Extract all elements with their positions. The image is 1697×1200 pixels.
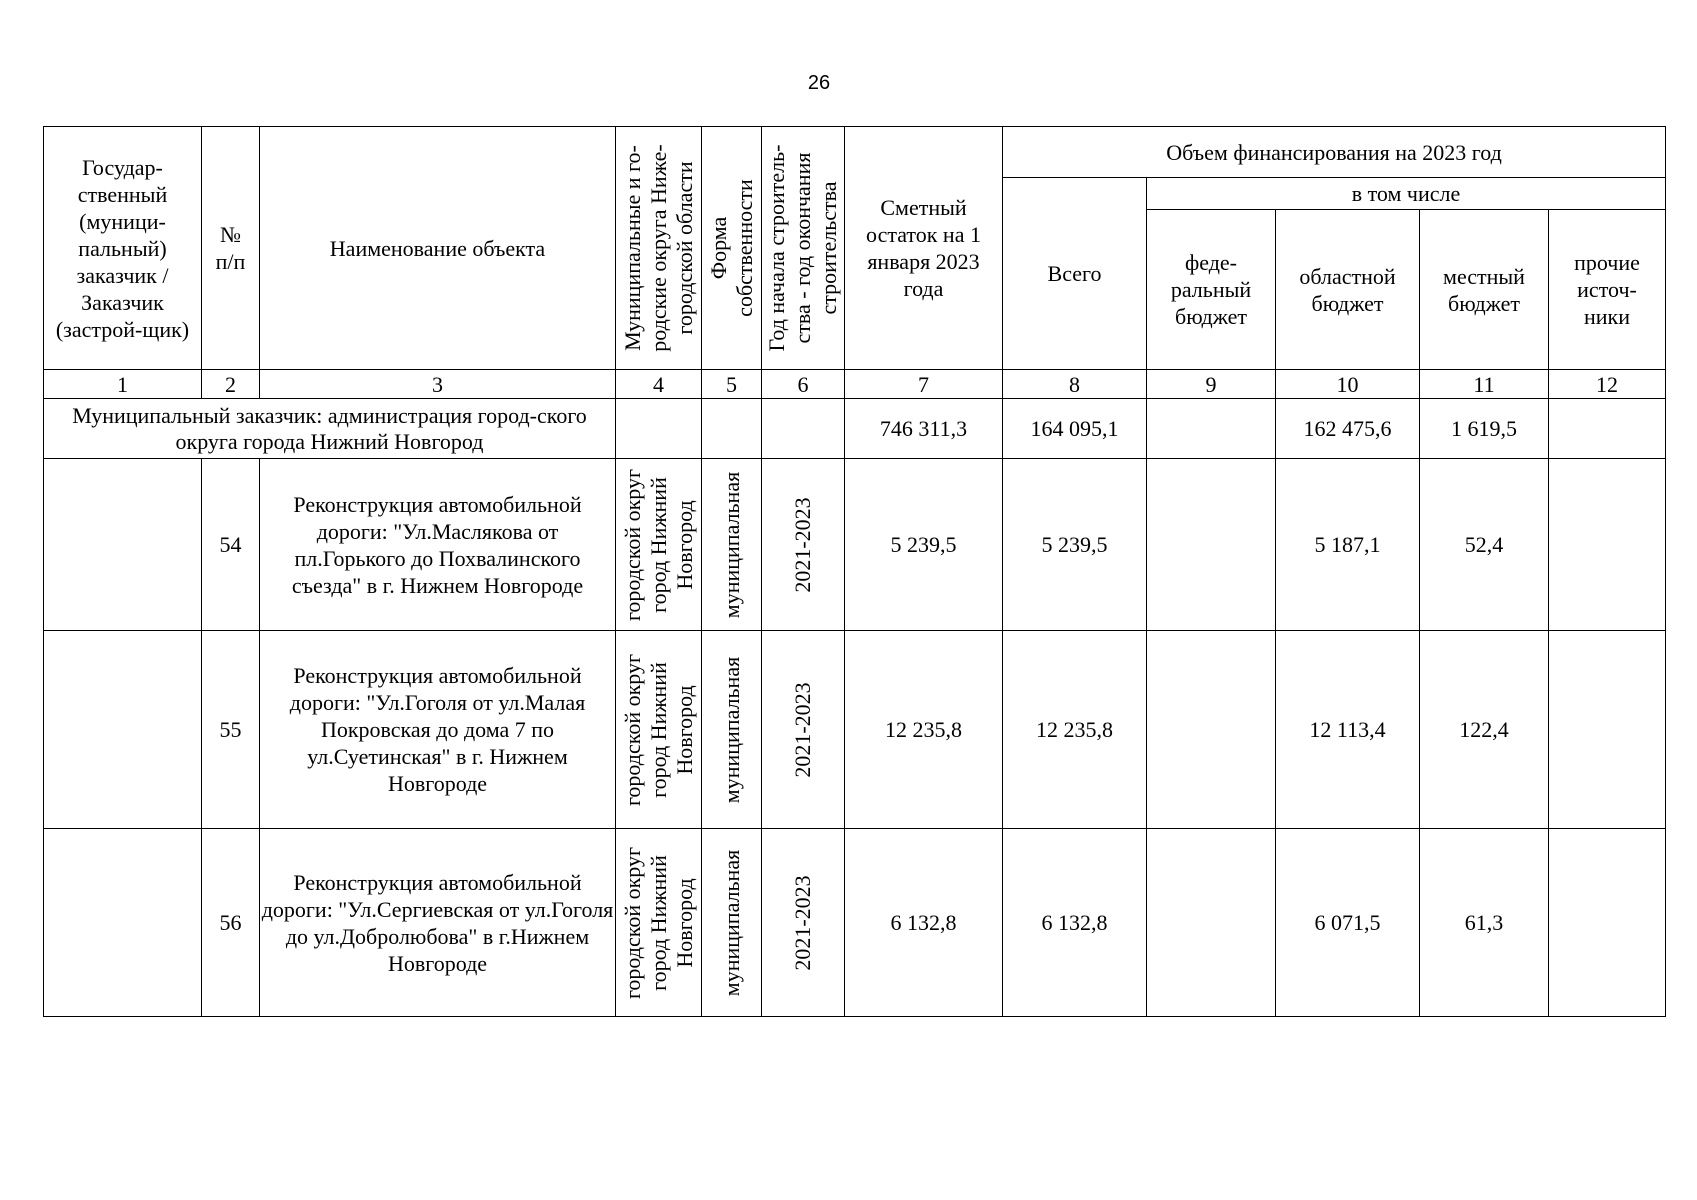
column-number: 2 bbox=[202, 370, 260, 399]
row-object-name: Реконструкция автомобильной дороги: "Ул.Маслякова от пл.Горького до Похвалинского съезда" в г. Нижнем Новгороде bbox=[260, 459, 616, 631]
column-number: 12 bbox=[1549, 370, 1666, 399]
row-municipality-text: городской округ город Нижний Новгород bbox=[619, 653, 697, 806]
customer-ownership bbox=[702, 399, 762, 459]
customer-years bbox=[762, 399, 845, 459]
row-number: 56 bbox=[202, 829, 260, 1017]
row-years bbox=[762, 631, 845, 829]
row-federal bbox=[1147, 459, 1276, 631]
row-ownership bbox=[702, 631, 762, 829]
row-municipality-text: городской округ город Нижний Новгород bbox=[619, 468, 697, 621]
row-number: 55 bbox=[202, 631, 260, 829]
table-row bbox=[44, 631, 1666, 829]
header-object-name: Наименование объекта bbox=[260, 127, 616, 370]
row-ownership-text: муниципальная bbox=[718, 849, 744, 996]
row-other bbox=[1549, 829, 1666, 1017]
header-federal-text: феде-ральный бюджет bbox=[1170, 250, 1252, 329]
table-row bbox=[44, 829, 1666, 1017]
column-number: 9 bbox=[1147, 370, 1276, 399]
row-ownership-text: муниципальная bbox=[718, 656, 744, 803]
column-number: 7 bbox=[845, 370, 1003, 399]
column-number: 1 bbox=[44, 370, 202, 399]
header-total: Всего bbox=[1003, 178, 1147, 370]
column-number-row bbox=[44, 370, 1666, 399]
header-other bbox=[1549, 210, 1666, 370]
row-total: 5 239,5 bbox=[1003, 459, 1147, 631]
row-local: 122,4 bbox=[1420, 631, 1549, 829]
header-federal bbox=[1147, 210, 1276, 370]
row-ownership bbox=[702, 829, 762, 1017]
header-ownership-text: Форма собственности bbox=[705, 179, 757, 317]
column-number: 11 bbox=[1420, 370, 1549, 399]
customer-local: 1 619,5 bbox=[1420, 399, 1549, 459]
financing-table bbox=[43, 126, 1666, 1017]
customer-total: 164 095,1 bbox=[1003, 399, 1147, 459]
header-funding-group: Объем финансирования на 2023 год bbox=[1003, 127, 1666, 178]
header-regional bbox=[1276, 210, 1420, 370]
column-number: 10 bbox=[1276, 370, 1420, 399]
header-other-text: прочие источ-ники bbox=[1574, 250, 1640, 329]
customer-row bbox=[44, 399, 1666, 459]
row-ownership bbox=[702, 459, 762, 631]
customer-federal bbox=[1147, 399, 1276, 459]
row-other bbox=[1549, 631, 1666, 829]
row-total: 12 235,8 bbox=[1003, 631, 1147, 829]
customer-municipality bbox=[616, 399, 702, 459]
customer-regional: 162 475,6 bbox=[1276, 399, 1420, 459]
row-estimate-balance: 5 239,5 bbox=[845, 459, 1003, 631]
header-municipality bbox=[616, 127, 702, 370]
header-local-text: местный бюджет bbox=[1443, 263, 1525, 316]
row-object-name: Реконструкция автомобильной дороги: "Ул.Сергиевская от ул.Гоголя до ул.Добролюбова" в г.Нижнем Новгороде bbox=[260, 829, 616, 1017]
column-number: 6 bbox=[762, 370, 845, 399]
row-years bbox=[762, 829, 845, 1017]
header-number-text: № п/п bbox=[215, 222, 246, 274]
row-years-text: 2021-2023 bbox=[790, 874, 815, 971]
row-customer bbox=[44, 829, 202, 1017]
header-customer bbox=[44, 127, 202, 370]
row-customer bbox=[44, 631, 202, 829]
row-object-name: Реконструкция автомобильной дороги: "Ул.Гоголя от ул.Малая Покровская до дома 7 по ул.Суетинская" в г. Нижнем Новгороде bbox=[260, 631, 616, 829]
row-number: 54 bbox=[202, 459, 260, 631]
customer-label-text: Муниципальный заказчик: администрация город-ского округа города Нижний Новгород bbox=[72, 402, 587, 454]
header-years bbox=[762, 127, 845, 370]
header-customer-text: Государ-ственный (муници-пальный) заказчик / Заказчик (застрой-щик) bbox=[55, 154, 190, 342]
header-municipality-text: Муниципальные и го-родские округа Ниже-городской области bbox=[619, 144, 697, 352]
row-estimate-balance: 12 235,8 bbox=[845, 631, 1003, 829]
row-customer bbox=[44, 459, 202, 631]
header-estimate-balance bbox=[845, 127, 1003, 370]
row-regional: 6 071,5 bbox=[1276, 829, 1420, 1017]
column-number: 8 bbox=[1003, 370, 1147, 399]
header-local bbox=[1420, 210, 1549, 370]
row-years bbox=[762, 459, 845, 631]
row-federal bbox=[1147, 631, 1276, 829]
header-regional-text: областной бюджет bbox=[1299, 263, 1396, 316]
page-number: 26 bbox=[807, 72, 831, 94]
header-ownership bbox=[702, 127, 762, 370]
row-total: 6 132,8 bbox=[1003, 829, 1147, 1017]
row-municipality bbox=[616, 631, 702, 829]
row-local: 52,4 bbox=[1420, 459, 1549, 631]
header-number bbox=[202, 127, 260, 370]
row-years-text: 2021-2023 bbox=[790, 681, 815, 778]
row-estimate-balance: 6 132,8 bbox=[845, 829, 1003, 1017]
customer-label bbox=[44, 399, 616, 459]
row-regional: 12 113,4 bbox=[1276, 631, 1420, 829]
header-estimate-balance-text: Сметный остаток на 1 января 2023 года bbox=[866, 195, 981, 301]
row-regional: 5 187,1 bbox=[1276, 459, 1420, 631]
table-row bbox=[44, 459, 1666, 631]
row-municipality bbox=[616, 829, 702, 1017]
row-other bbox=[1549, 459, 1666, 631]
header-including: в том числе bbox=[1147, 178, 1666, 210]
column-number: 4 bbox=[616, 370, 702, 399]
row-municipality bbox=[616, 459, 702, 631]
column-number: 3 bbox=[260, 370, 616, 399]
column-number: 5 bbox=[702, 370, 762, 399]
row-federal bbox=[1147, 829, 1276, 1017]
row-municipality-text: городской округ город Нижний Новгород bbox=[619, 846, 697, 999]
row-local: 61,3 bbox=[1420, 829, 1549, 1017]
row-ownership-text: муниципальная bbox=[718, 471, 744, 618]
customer-estimate-balance: 746 311,3 bbox=[845, 399, 1003, 459]
header-years-text: Год начала строитель-ства - год окончания строительства bbox=[764, 144, 841, 352]
customer-other bbox=[1549, 399, 1666, 459]
row-years-text: 2021-2023 bbox=[790, 496, 815, 593]
